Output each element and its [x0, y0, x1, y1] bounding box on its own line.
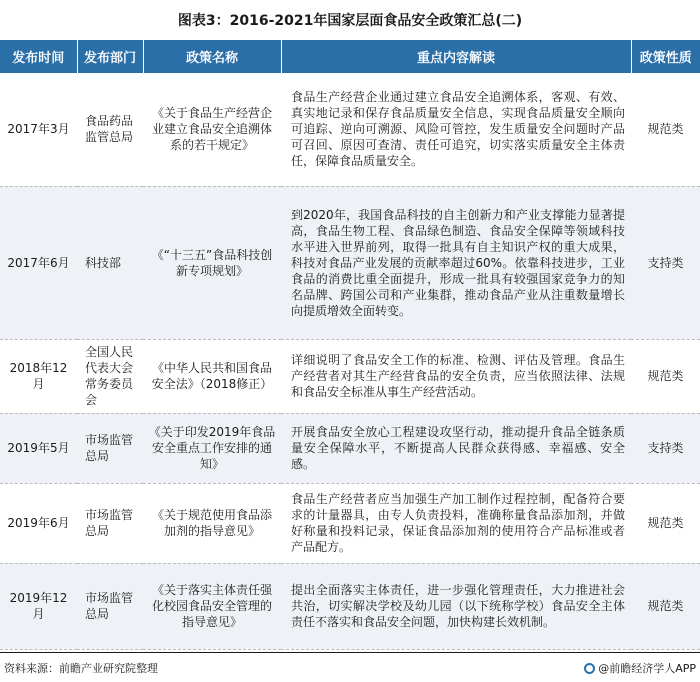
cell-time: 2018年12月 — [0, 339, 77, 413]
table-row — [0, 73, 700, 186]
header-type: 政策性质 — [631, 40, 700, 73]
brand-label: @前瞻经济学人APP — [598, 662, 696, 675]
header-name: 政策名称 — [143, 40, 281, 73]
table-row — [0, 563, 700, 649]
cell-time: 2017年3月 — [0, 73, 77, 186]
cell-dept: 科技部 — [77, 186, 143, 339]
header-content: 重点内容解读 — [281, 40, 631, 73]
page-title: 图表3：2016-2021年国家层面食品安全政策汇总(二) — [177, 13, 523, 29]
cell-content: 开展食品安全放心工程建设攻坚行动，推动提升食品全链条质量安全保障水平，不断提高人民群众获得感、幸福感、安全感。 — [281, 413, 631, 483]
cell-dept: 市场监管总局 — [77, 413, 143, 483]
policy-table — [0, 40, 700, 650]
table-row — [0, 413, 700, 483]
cell-time: 2019年12月 — [0, 563, 77, 649]
table-row — [0, 483, 700, 563]
cell-content: 详细说明了食品安全工作的标准、检测、评估及管理。食品生产经营者对其生产经营食品的安全负责，应当依照法律、法规和食品安全标准从事生产经营活动。 — [281, 339, 631, 413]
cell-name: 《关于规范使用食品添加剂的指导意见》 — [143, 483, 281, 563]
cell-type: 规范类 — [631, 483, 700, 563]
cell-content: 提出全面落实主体责任，进一步强化管理责任，大力推进社会共治，切实解决学校及幼儿园（以下统称学校）食品安全主体责任不落实和食品安全问题，加快构建长效机制。 — [281, 563, 631, 649]
cell-content: 到2020年，我国食品科技的自主创新力和产业支撑能力显著提高，食品生物工程、食品绿色制造、食品安全保障等领域科技水平进入世界前列，取得一批具有自主知识产权的重大成果，科技对食品产业发展的贡献率超过60%。依靠科技进步，工业食品的消费比重全面提升，形成一批具有较强国家竞争力的知名品牌、跨国公司和产业集群，推动食品产业从注重数量增长向提质增效全面转变。 — [281, 186, 631, 339]
cell-name: 《“十三五”食品科技创新专项规划》 — [143, 186, 281, 339]
cell-content: 食品生产经营企业通过建立食品安全追溯体系，客观、有效、真实地记录和保存食品质量安全信息，实现食品质量安全顺向可追踪、逆向可溯源、风险可管控，发生质量安全问题时产品可召回、原因可查清、责任可追究，切实落实质量安全主体责任，保障食品质量安全。 — [281, 73, 631, 186]
footer — [0, 652, 700, 682]
brand-logo-icon — [584, 663, 595, 674]
cell-type: 支持类 — [631, 186, 700, 339]
cell-content: 食品生产经营者应当加强生产加工制作过程控制，配备符合要求的计量器具，由专人负责投料，准确称量食品添加剂，并做好称量和投料记录，保证食品添加剂的使用符合产品标准或者产品配方。 — [281, 483, 631, 563]
cell-time: 2019年5月 — [0, 413, 77, 483]
cell-type: 规范类 — [631, 73, 700, 186]
cell-time: 2017年6月 — [0, 186, 77, 339]
cell-name: 《关于落实主体责任强化校园食品安全管理的指导意见》 — [143, 563, 281, 649]
table-row — [0, 339, 700, 413]
header-time: 发布时间 — [0, 40, 77, 73]
cell-type: 规范类 — [631, 563, 700, 649]
cell-name: 《中华人民共和国食品安全法》（2018修正） — [143, 339, 281, 413]
cell-dept: 全国人民代表大会常务委员会 — [77, 339, 143, 413]
cell-name: 《关于食品生产经营企业建立食品安全追溯体系的若干规定》 — [143, 73, 281, 186]
source-note: 资料来源：前瞻产业研究院整理 — [4, 662, 158, 675]
table-row — [0, 186, 700, 339]
cell-dept: 食品药品监管总局 — [77, 73, 143, 186]
header-dept: 发布部门 — [77, 40, 143, 73]
cell-type: 规范类 — [631, 339, 700, 413]
cell-name: 《关于印发2019年食品安全重点工作安排的通知》 — [143, 413, 281, 483]
cell-time: 2019年6月 — [0, 483, 77, 563]
brand-credit — [584, 660, 696, 676]
cell-dept: 市场监管总局 — [77, 483, 143, 563]
cell-type: 支持类 — [631, 413, 700, 483]
table-header-row — [0, 40, 700, 73]
cell-dept: 市场监管总局 — [77, 563, 143, 649]
